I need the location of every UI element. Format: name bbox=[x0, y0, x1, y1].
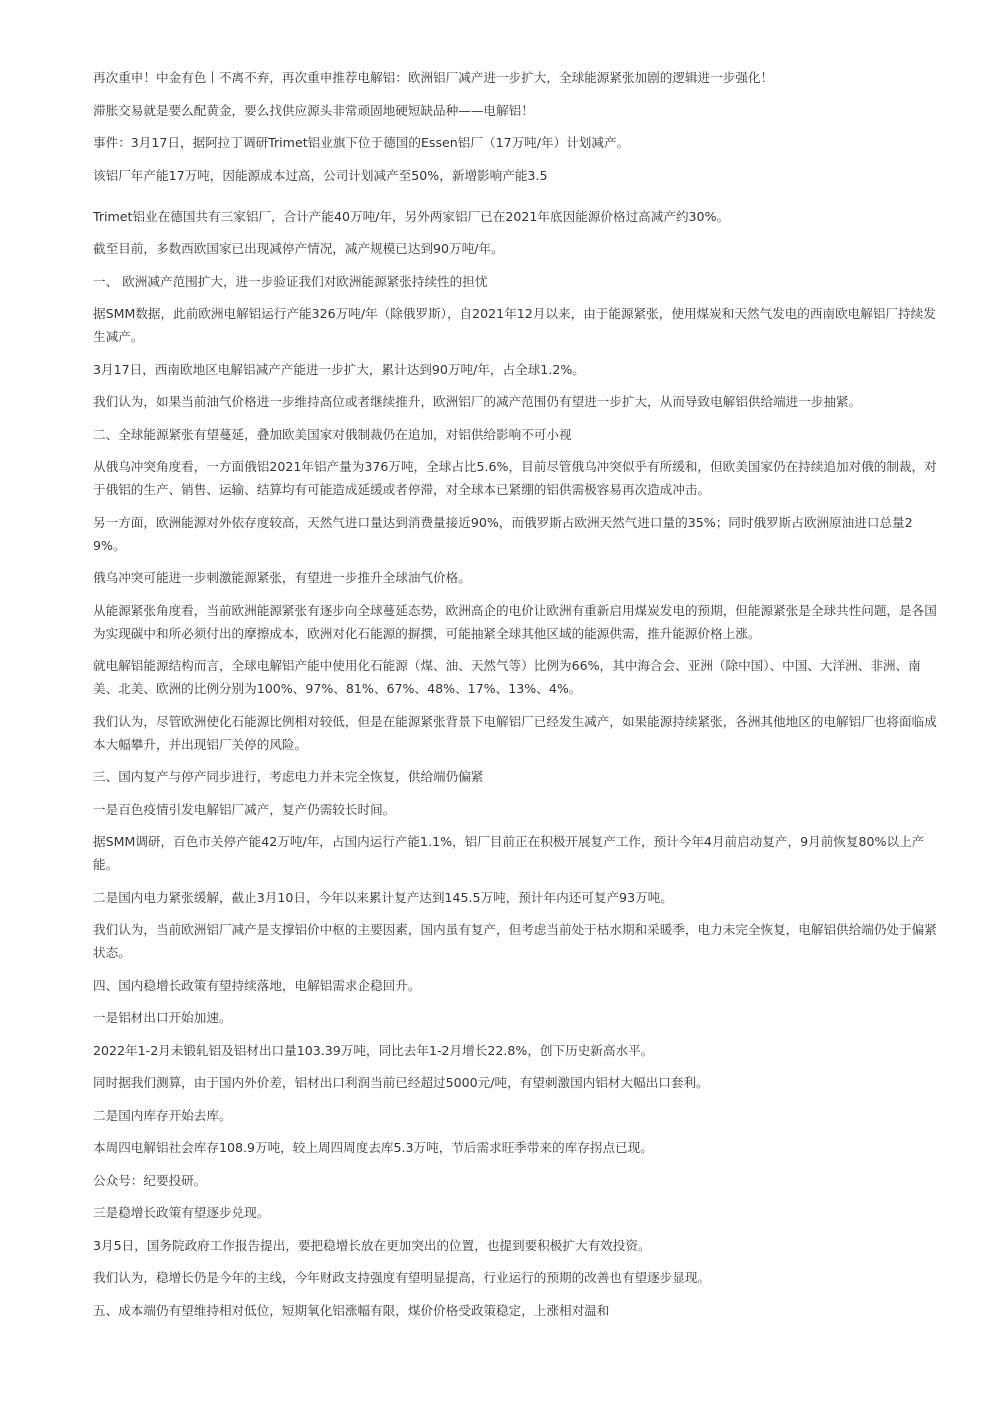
paragraph-26: 二是国内库存开始去库。 bbox=[93, 1107, 232, 1123]
section-heading-3: 三、国内复产与停产同步进行，考虑电力并未完全恢复，供给端仍偏紧 bbox=[93, 769, 484, 784]
paragraph-11: 从俄乌冲突角度看，一方面俄铝2021年铝产量为376万吨，全球占比5.6%，目前尽管俄乌冲突似乎有所缓和，但欧美国家仍在持续追加对俄的制裁，对于俄铝的生产、销售、运输、结算均有可能造成延缓或者停滞，对全球本已紧绷的铝供需极容易再次造成冲击。 bbox=[93, 459, 937, 497]
paragraph-19: 据SMM调研，百色市关停产能42万吨/年，占国内运行产能1.1%，铝厂目前正在积极开展复产工作，预计今年4月前启动复产，9月前恢复80%以上产能。 bbox=[93, 834, 925, 872]
paragraph-28: 公众号：纪要投研。 bbox=[93, 1172, 207, 1188]
paragraph-24: 2022年1-2月未锻轧铝及铝材出口量103.39万吨，同比去年1-2月增长22.8%，创下历史新高水平。 bbox=[93, 1042, 654, 1058]
paragraph-13: 俄乌冲突可能进一步刺激能源紧张，有望进一步推升全球油气价格。 bbox=[93, 570, 471, 585]
paragraph-15: 就电解铝能源结构而言，全球电解铝产能中使用化石能源（煤、油、天然气等）比例为66%，其中海合会、亚洲（除中国）、中国、大洋洲、非洲、南美、北美、欧洲的比例分别为100%、97%、81%、67%、48%、17%、13%、4%。 bbox=[93, 658, 921, 696]
paragraph-7: 据SMM数据，此前欧洲电解铝运行产能326万吨/年（除俄罗斯），自2021年12月以来，由于能源紧张，使用煤炭和天然气发电的西南欧电解铝厂持续发生减产。 bbox=[93, 306, 936, 344]
paragraph-27: 本周四电解铝社会库存108.9万吨，较上周四周度去库5.3万吨，节后需求旺季带来的库存拐点已现。 bbox=[93, 1140, 653, 1155]
paragraph-23: 一是铝材出口开始加速。 bbox=[93, 1010, 232, 1025]
paragraph-16: 我们认为，尽管欧洲使化石能源比例相对较低，但是在能源紧张背景下电解铝厂已经发生减产，如果能源持续紧张，各洲其他地区的电解铝厂也将面临成本大幅攀升，并出现铝厂关停的风险。 bbox=[93, 713, 937, 752]
paragraph-14: 从能源紧张角度看，当前欧洲能源紧张有逐步向全球蔓延态势，欧洲高企的电价让欧洲有重新启用煤炭发电的预期，但能源紧张是全球共性问题，是各国为实现碳中和所必须付出的摩擦成本，欧洲对化石能源的摒撰，可能抽紧全球其他区域的能源供需，推升能源价格上涨。 bbox=[93, 602, 937, 641]
paragraph-18: 一是百色疫情引发电解铝厂减产，复产仍需较长时间。 bbox=[93, 801, 396, 817]
paragraph-29: 三是稳增长政策有望逐步兑现。 bbox=[93, 1205, 270, 1220]
article-headline: 再次重申！中金有色丨不离不弃，再次重申推荐电解铝：欧洲铝厂减产进一步扩大，全球能源紧张加剧的逻辑进一步强化！ bbox=[93, 70, 774, 85]
paragraph-5: 截至目前，多数西欧国家已出现减停产情况，减产规模已达到90万吨/年。 bbox=[93, 241, 504, 256]
section-heading-2: 二、全球能源紧张有望蔓延，叠加欧美国家对俄制裁仍在追加，对铝供给影响不可小视 bbox=[93, 426, 572, 442]
paragraph-31: 我们认为，稳增长仍是今年的主线，今年财政支持强度有望明显提高，行业运行的预期的改善也有望逐步显现。 bbox=[93, 1270, 711, 1285]
article-body bbox=[93, 66, 945, 1331]
paragraph-8: 3月17日，西南欧地区电解铝减产产能进一步扩大，累计达到90万吨/年，占全球1.2%。 bbox=[93, 361, 585, 377]
section-heading-4: 四、国内稳增长政策有望持续落地，电解铝需求企稳回升。 bbox=[93, 977, 421, 993]
paragraph-4: Trimet铝业在德国共有三家铝厂，合计产能40万吨/年，另外两家铝厂已在2021年底因能源价格过高减产约30%。 bbox=[93, 208, 730, 224]
section-heading-1: 一、 欧洲减产范围扩大，进一步验证我们对欧洲能源紧张持续性的担忧 bbox=[93, 273, 488, 289]
paragraph-20: 二是国内电力紧张缓解，截止3月10日，今年以来累计复产达到145.5万吨，预计年内还可复产93万吨。 bbox=[93, 889, 673, 905]
paragraph-25: 同时据我们测算，由于国内外价差，铝材出口利润当前已经超过5000元/吨，有望刺激国内铝材大幅出口套利。 bbox=[93, 1075, 709, 1090]
paragraph-30: 3月5日，国务院政府工作报告提出，要把稳增长放在更加突出的位置，也提到要积极扩大有效投资。 bbox=[93, 1237, 651, 1253]
paragraph-event: 事件：3月17日，据阿拉丁调研Trimet铝业旗下位于德国的Essen铝厂（17万吨/年）计划减产。 bbox=[93, 135, 630, 150]
paragraph-3: 该铝厂年产能17万吨，因能源成本过高，公司计划减产至50%，新增影响产能3.5 bbox=[93, 167, 548, 183]
paragraph-9: 我们认为，如果当前油气价格进一步维持高位或者继续推升，欧洲铝厂的减产范围仍有望进一步扩大，从而导致电解铝供给端进一步抽紧。 bbox=[93, 394, 862, 409]
section-heading-5: 五、成本端仍有望维持相对低位，短期氧化铝涨幅有限，煤价价格受政策稳定，上涨相对温和 bbox=[93, 1302, 610, 1318]
paragraph-21: 我们认为，当前欧洲铝厂减产是支撑铝价中枢的主要因素，国内虽有复产，但考虑当前处于枯水期和采暖季，电力未完全恢复，电解铝供给端仍处于偏紧状态。 bbox=[93, 922, 937, 960]
paragraph-1: 滞胀交易就是要么配黄金，要么找供应源头非常顽固地硬短缺品种——电解铝！ bbox=[93, 102, 534, 118]
paragraph-12: 另一方面，欧洲能源对外依存度较高，天然气进口量达到消费量接近90%，而俄罗斯占欧洲天然气进口量的35%；同时俄罗斯占欧洲原油进口总量29%。 bbox=[93, 514, 913, 553]
